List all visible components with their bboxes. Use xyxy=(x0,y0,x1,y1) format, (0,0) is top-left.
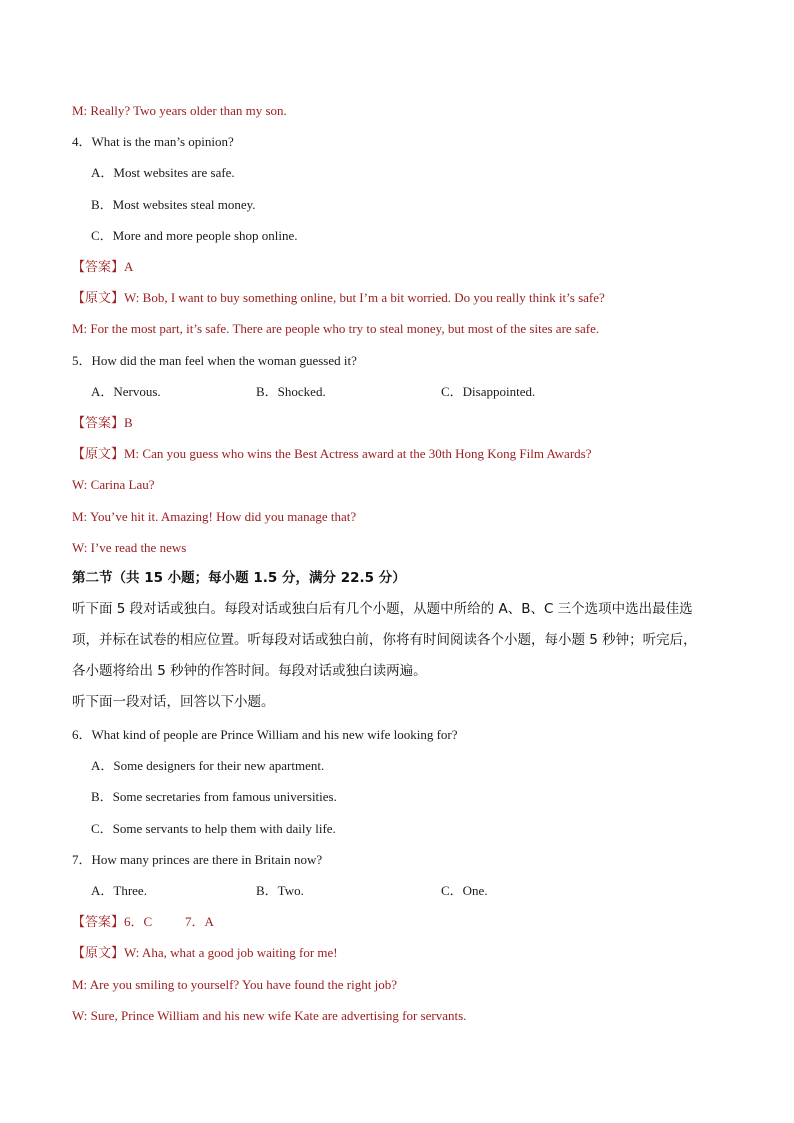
option-6b: B．Some secretaries from famous universities. xyxy=(91,789,337,804)
option-7b: B．Two. xyxy=(256,883,304,898)
transcript-6-line-3: W: Sure, Prince William and his new wife Kate are advertising for servants. xyxy=(72,1008,467,1023)
options-5 xyxy=(91,384,691,400)
transcript-5-line-3: M: You’ve hit it. Amazing! How did you manage that? xyxy=(72,509,357,524)
option-4a: A．Most websites are safe. xyxy=(91,165,235,180)
transcript-5-line-2: W: Carina Lau? xyxy=(72,477,155,492)
transcript-4: 【原文】W: Bob, I want to buy something online, but I’m a bit worried. Do you really think it’s safe? xyxy=(72,290,605,305)
instruction-line-1: 听下面 5 段对话或独白。每段对话或独白后有几个小题，从题中所给的 A、B、C 三个选项中选出最佳选 xyxy=(72,601,693,617)
section-2-heading: 第二节（共 15 小题；每小题 1.5 分，满分 22.5 分） xyxy=(72,570,406,586)
option-4b: B．Most websites steal money. xyxy=(91,197,256,212)
option-7c: C．One. xyxy=(441,883,488,898)
question-7: 7．How many princes are there in Britain now? xyxy=(72,852,323,867)
transcript-4-line-2: M: For the most part, it’s safe. There are people who try to steal money, but most of the sites are safe. xyxy=(72,321,600,336)
answer-6-7 xyxy=(72,914,372,930)
question-6: 6．What kind of people are Prince William and his new wife looking for? xyxy=(72,727,458,742)
instruction-line-3: 各小题将给出 5 秒钟的作答时间。每段对话或独白读两遍。 xyxy=(72,663,427,679)
option-5c: C．Disappointed. xyxy=(441,384,536,399)
answer-7: 7．A xyxy=(185,914,214,929)
option-5a: A．Nervous. xyxy=(91,384,161,399)
option-4c: C．More and more people shop online. xyxy=(91,228,298,243)
options-7 xyxy=(91,883,691,899)
option-6a: A．Some designers for their new apartment. xyxy=(91,758,325,773)
instruction-line-2: 项，并标在试卷的相应位置。听每段对话或独白前，你将有时间阅读各个小题，每小题 5 秒钟；听完后， xyxy=(72,632,697,648)
option-6c: C．Some servants to help them with daily life. xyxy=(91,821,336,836)
option-5b: B．Shocked. xyxy=(256,384,326,399)
answer-4: 【答案】A xyxy=(72,259,134,274)
transcript-5-line-4: W: I’ve read the news xyxy=(72,540,187,555)
question-4: 4．What is the man’s opinion? xyxy=(72,134,234,149)
question-5: 5．How did the man feel when the woman guessed it? xyxy=(72,353,357,368)
answer-6: 【答案】6．C xyxy=(72,914,153,929)
transcript-6-line-2: M: Are you smiling to yourself? You have found the right job? xyxy=(72,977,397,992)
option-7a: A．Three. xyxy=(91,883,147,898)
answer-5: 【答案】B xyxy=(72,415,133,430)
instruction-line-4: 听下面一段对话，回答以下小题。 xyxy=(72,694,275,710)
transcript-6: 【原文】W: Aha, what a good job waiting for me! xyxy=(72,945,338,960)
transcript-line: M: Really? Two years older than my son. xyxy=(72,103,287,118)
transcript-5: 【原文】M: Can you guess who wins the Best Actress award at the 30th Hong Kong Film Awards? xyxy=(72,446,592,461)
